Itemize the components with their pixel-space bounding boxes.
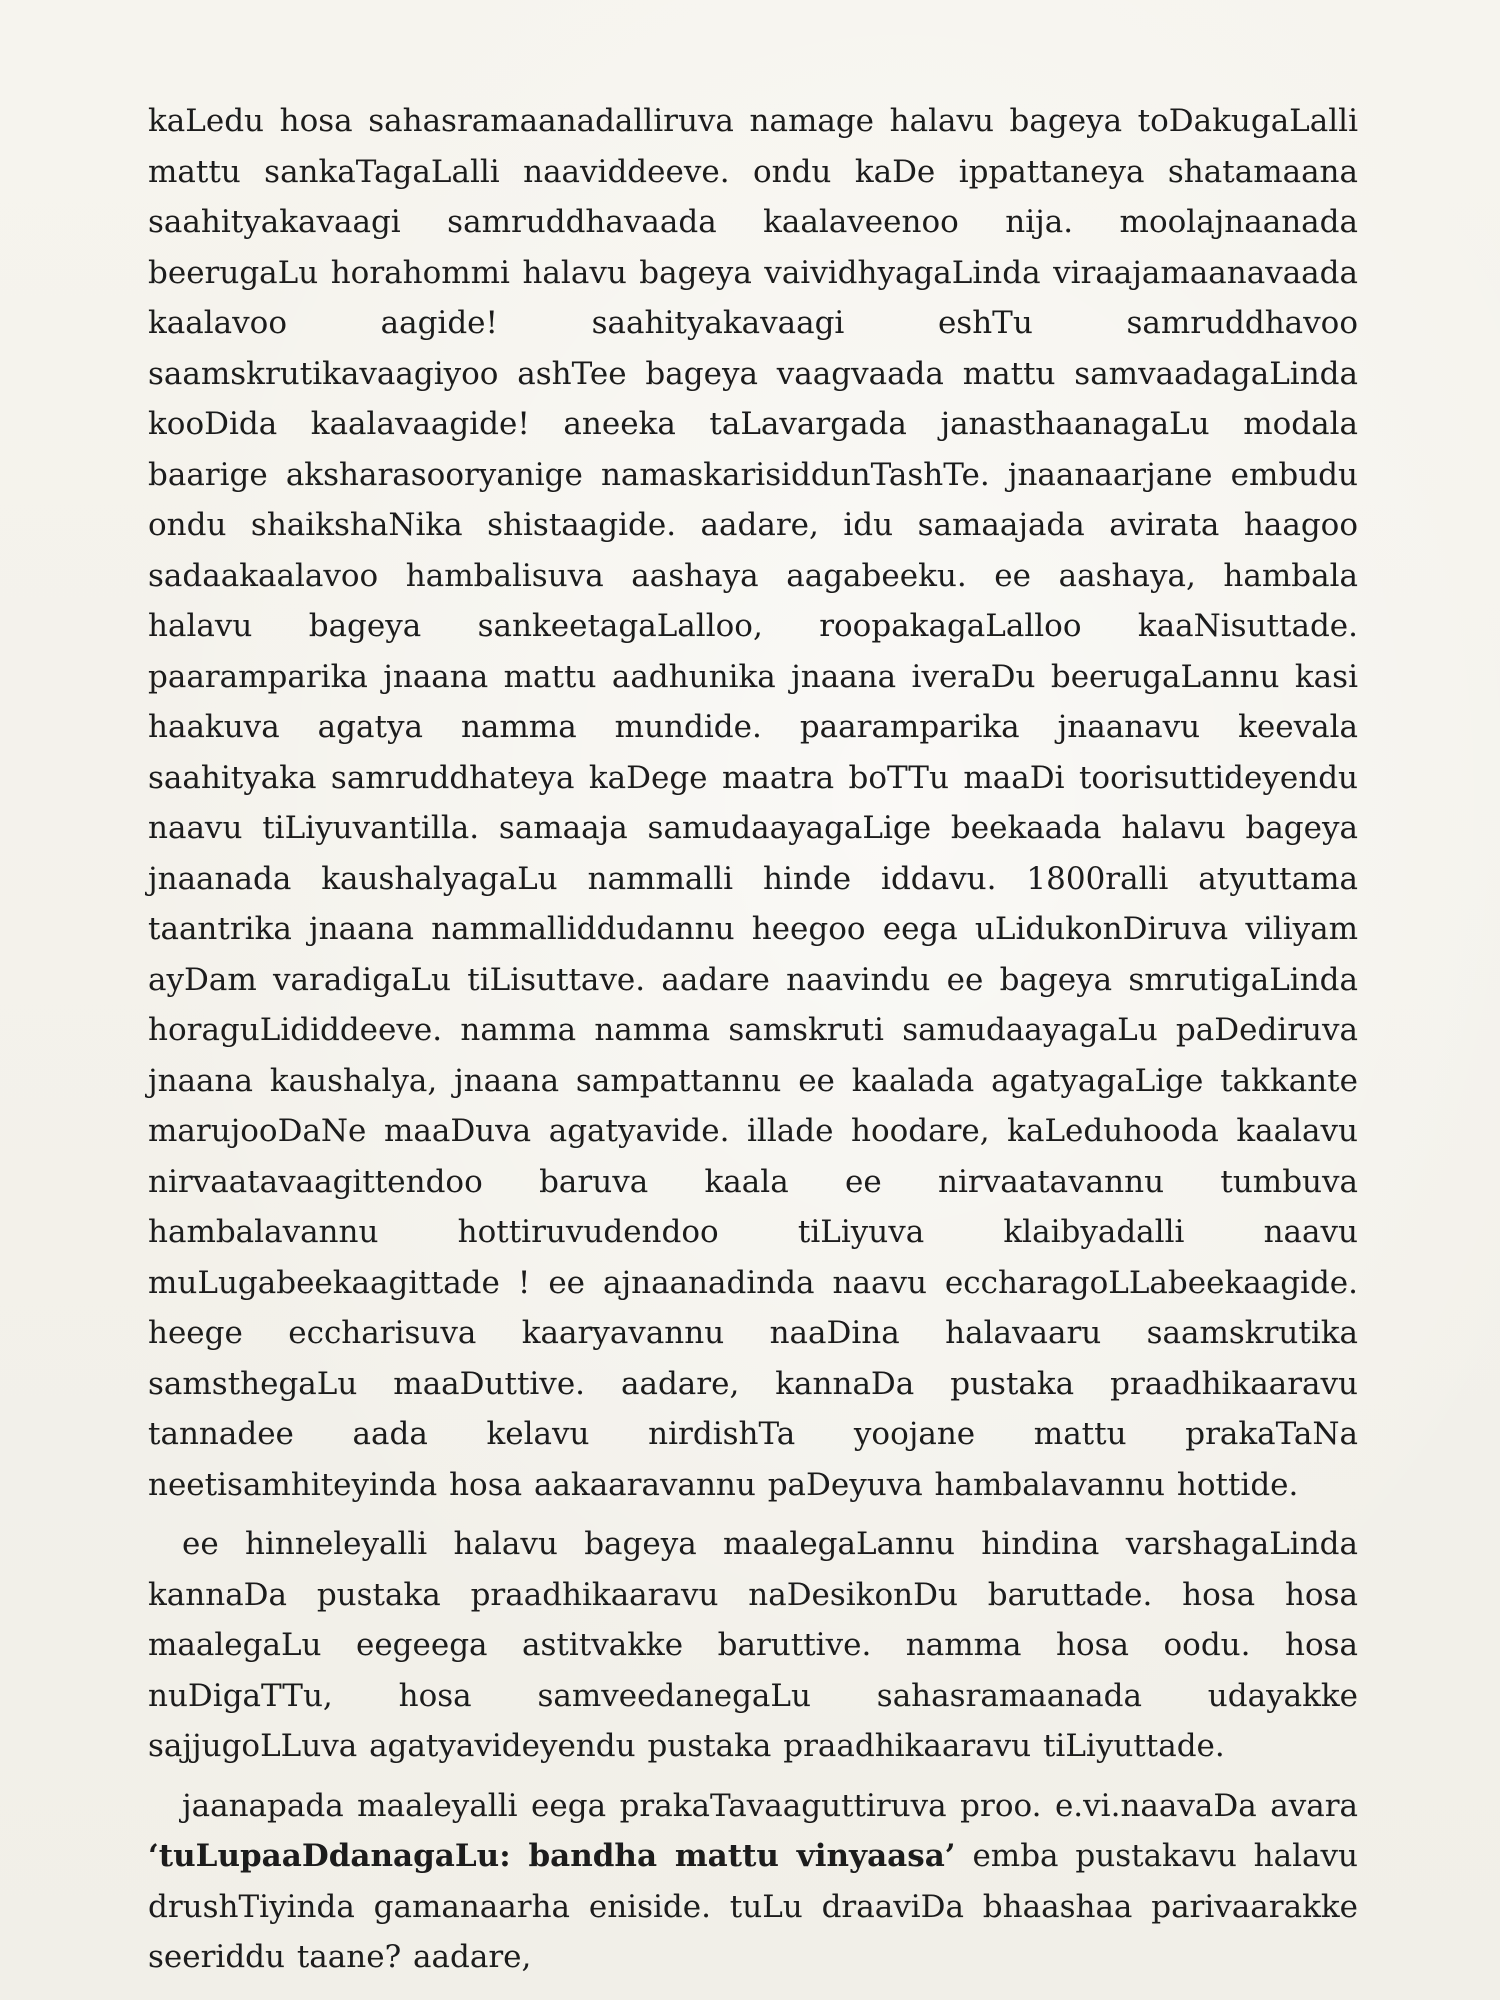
paragraph-3-suffix: emba pustakavu halavu drushTiyinda gamanaarha eniside. tuLu draaviDa bhaashaa parivaarakke seeriddu taane? aadare, (148, 1838, 1358, 1975)
paragraph-1: kaLedu hosa sahasramaanadalliruva namage halavu bageya toDakugaLalli mattu sankaTagaLalli naaviddeeve. ondu kaDe ippattaneya shatamaana saahityakavaagi samruddhavaada kaalaveenoo nija. moolajnaanada beerugaLu horahommi halavu bageya vaividhyagaLinda viraajamaanavaada kaalavoo aagide! saahityakavaagi eshTu samruddhavoo saamskrutikavaagiyoo ashTee bageya vaagvaada mattu samvaadagaLinda kooDida kaalavaagide! aneeka taLavargada janasthaanagaLu modala baarige aksharasooryanige namaskarisiddunTashTe. jnaanaarjane embudu ondu shaikshaNika shistaagide. aadare, idu samaajada avirata haagoo sadaakaalavoo hambalisuva aashaya aagabeeku. ee aashaya, hambala halavu bageya sankeetagaLalloo, roopakagaLalloo kaaNisuttade. paaramparika jnaana mattu aadhunika jnaana iveraDu beerugaLannu kasi haakuva agatya namma mundide. paaramparika jnaanavu keevala saahityaka samruddhateya kaDege maatra boTTu maaDi toorisuttideyendu naavu tiLiyuvantilla. samaaja samudaayagaLige beekaada halavu bageya jnaanada kaushalyagaLu nammalli hinde iddavu. 1800ralli atyuttama taantrika jnaana nammalliddudannu heegoo eega uLidukonDiruva viliyam ayDam varadigaLu tiLisuttave. aadare naavindu ee bageya smrutigaLinda horaguLididdeeve. namma namma samskruti samudaayagaLu paDediruva jnaana kaushalya, jnaana sampattannu ee kaalada agatyagaLige takkante marujooDaNe maaDuva agatyavide. illade hoodare, kaLeduhooda kaalavu nirvaatavaagittendoo baruva kaala ee nirvaatavannu tumbuva hambalavannu hottiruvudendoo tiLiyuva klaibyadalli naavu muLugabeekaagittade ! ee ajnaanadinda naavu eccharagoLLabeekaagide. heege eccharisuva kaaryavannu naaDina halavaaru saamskrutika samsthegaLu maaDuttive. aadare, kannaDa pustaka praadhikaaravu tannadee aada kelavu nirdishTa yoojane mattu prakaTaNa neetisamhiteyinda hosa aakaaravannu paDeyuva hambalavannu hottide. (148, 103, 1358, 1503)
paragraph-3-prefix: jaanapada maaleyalli eega prakaTavaaguttiruva proo. e.vi.naavaDa avara (182, 1787, 1358, 1824)
book-title: ‘tuLupaaDdanagaLu: bandha mattu vinyaasa’ (148, 1838, 956, 1874)
paragraph-3 (148, 1781, 1358, 1983)
paragraph-2: ee hinneleyalli halavu bageya maalegaLannu hindina varshagaLinda kannaDa pustaka praadhikaaravu naDesikonDu baruttade. hosa hosa maalegaLu eegeega astitvakke baruttive. namma hosa oodu. hosa nuDigaTTu, hosa samveedanegaLu sahasramaanada udayakke sajjugoLLuva agatyavideyendu pustaka praadhikaaravu tiLiyuttade. (148, 1526, 1358, 1764)
body-text (148, 96, 1358, 1992)
